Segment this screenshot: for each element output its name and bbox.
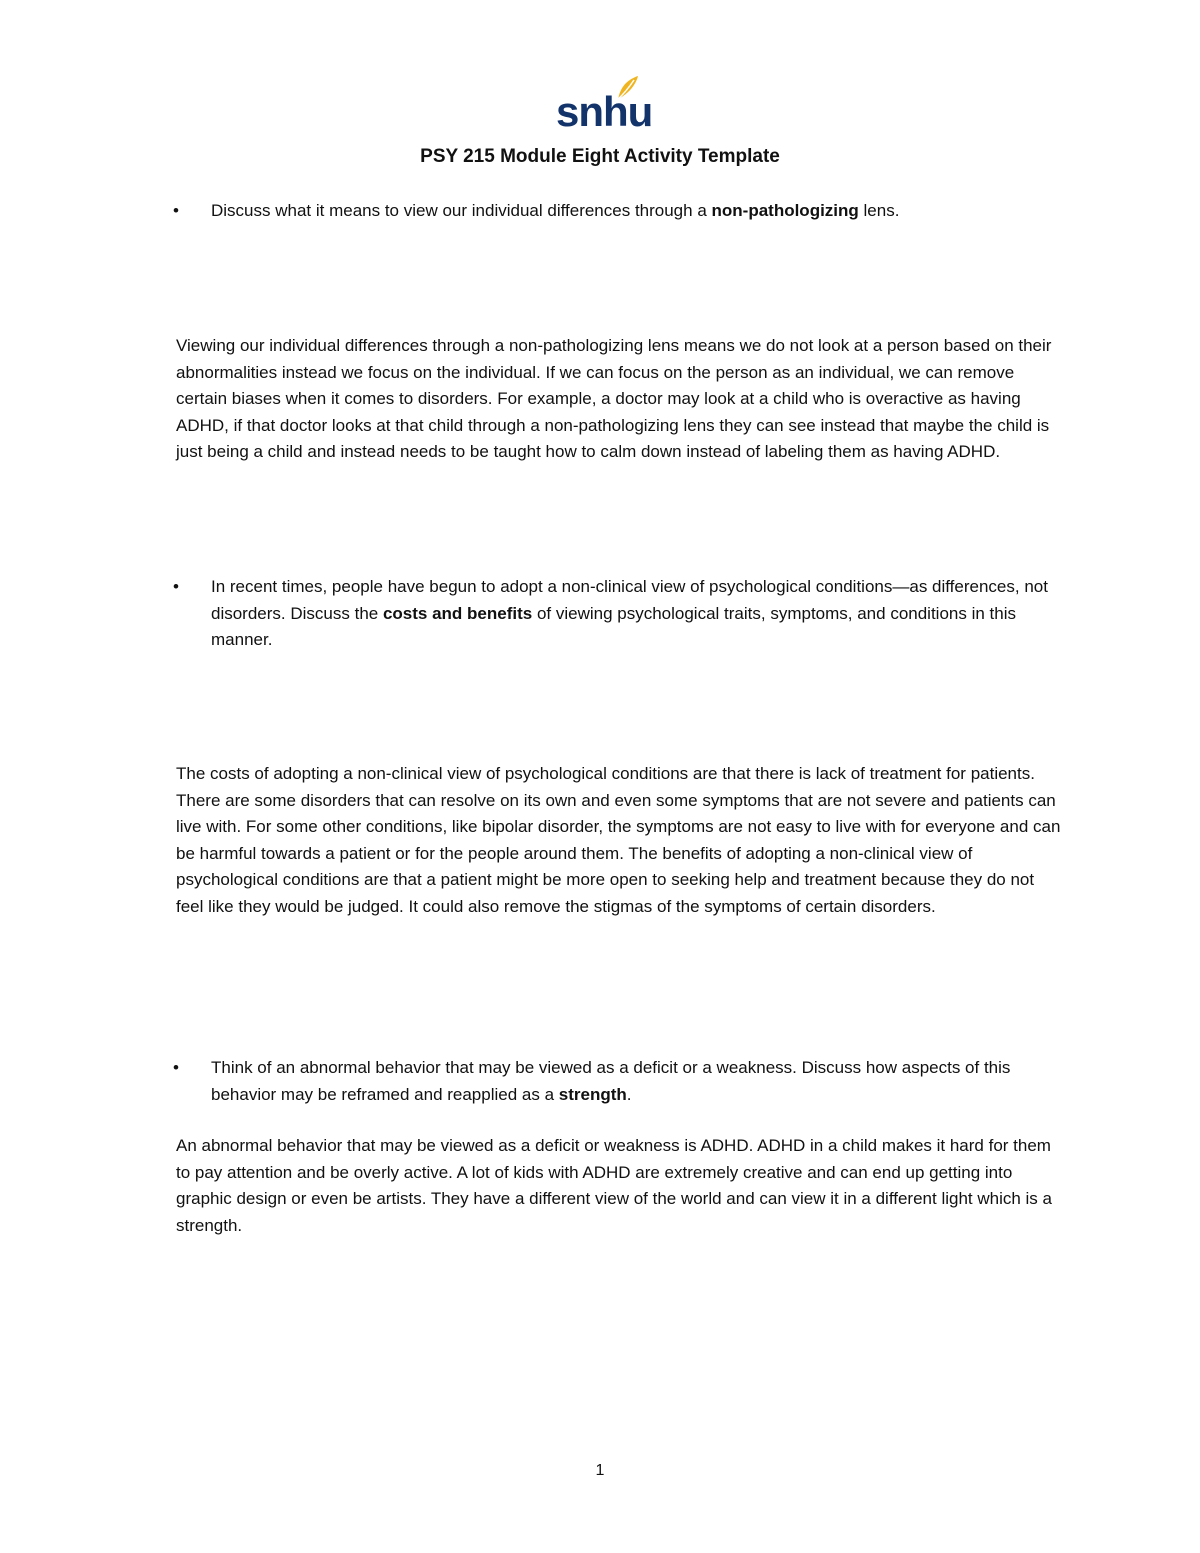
document-title: PSY 215 Module Eight Activity Template (420, 146, 780, 167)
snhu-logo (556, 74, 653, 135)
bullet-icon: • (173, 201, 179, 220)
prompt-2-text: In recent times, people have begun to adopt a non-clinical view of psychological conditions—as differences, not disorders. Discuss the (211, 577, 1048, 623)
prompt-3-text: Think of an abnormal behavior that may be viewed as a deficit or a weakness. Discuss how aspects of this behavior may be reframed and reapplied as a (211, 1058, 1011, 1104)
prompt-3-tail: . (626, 1084, 632, 1104)
prompt-2-tail: of viewing psychological traits, symptoms, and conditions in this manner. (211, 603, 1016, 649)
prompt-3 (173, 1055, 1071, 1108)
prompt-2-bold: costs and benefits (382, 603, 533, 623)
prompt-1 (173, 198, 1071, 225)
prompt-3-bold: strength (558, 1084, 627, 1104)
bullet-icon: • (173, 577, 179, 596)
prompt-1-bold: non-pathologizing (711, 201, 859, 220)
prompt-1-tail: lens. (858, 201, 900, 220)
logo-text: snhu (556, 88, 653, 135)
prompt-1-text: Discuss what it means to view our individual differences through a (211, 201, 712, 220)
page-number: 1 (595, 1462, 605, 1479)
answer-1: Viewing our individual differences through a non-pathologizing lens means we do not look at a person based on their abnormalities instead we focus on the individual. If we can focus on the person as an individual, we can remove certain biases when it comes to disorders. For example, a doctor may look at a child who is overactive as having ADHD, if that doctor looks at that child through a non-pathologizing lens they can see instead that maybe the child is just being a child and instead needs to be taught how to calm down instead of labeling them as having ADHD. (176, 336, 1052, 461)
answer-2: The costs of adopting a non-clinical view of psychological conditions are that there is lack of treatment for patients. There are some disorders that can resolve on its own and even some symptoms that are not severe and patients can live with. For some other conditions, like bipolar disorder, the symptoms are not easy to live with for everyone and can be harmful towards a patient or for the people around them. The benefits of adopting a non-clinical view of psychological conditions are that a patient might be more open to seeking help and treatment because they do not feel like they would be judged. It could also remove the stigmas of the symptoms of certain disorders. (176, 764, 1061, 916)
bullet-icon: • (173, 1058, 179, 1077)
prompt-2 (173, 574, 1071, 654)
answer-3: An abnormal behavior that may be viewed as a deficit or weakness is ADHD. ADHD in a child makes it hard for them to pay attention and be overly active. A lot of kids with ADHD are extremely creative and can end up getting into graphic design or even be artists. They have a different view of the world and can view it in a different light which is a strength. (176, 1136, 1052, 1235)
